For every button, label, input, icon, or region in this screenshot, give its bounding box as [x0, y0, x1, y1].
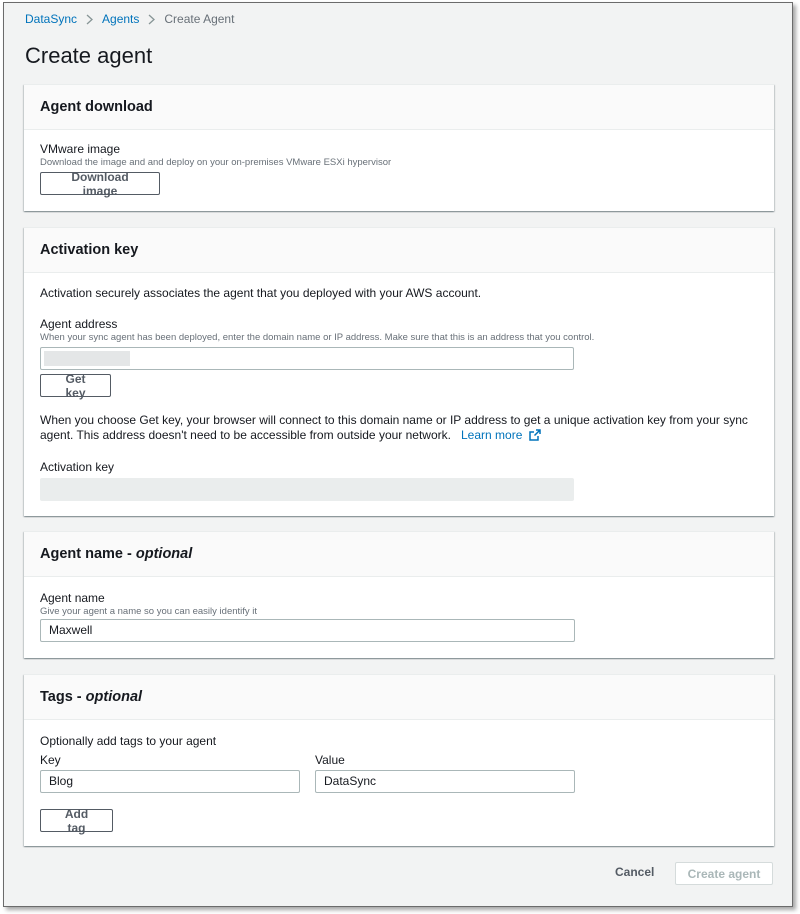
- vmware-image-description: Download the image and and deploy on your on-premises VMware ESXi hypervisor: [40, 157, 392, 168]
- tag-value-label: Value: [315, 753, 345, 767]
- get-key-button[interactable]: Get key: [40, 374, 111, 397]
- panel-header: [24, 532, 774, 577]
- optional-tag: optional: [135, 546, 193, 562]
- add-tag-button[interactable]: Add tag: [40, 809, 113, 832]
- panel-title: Agent name -: [40, 546, 136, 562]
- activation-intro: Activation securely associates the agent that you deployed with your AWS account.: [40, 286, 482, 300]
- tag-key-input[interactable]: Blog: [40, 770, 300, 793]
- tags-panel: [24, 674, 774, 846]
- cancel-button[interactable]: Cancel: [615, 865, 655, 879]
- get-key-note-text: When you choose Get key, your browser will connect to this domain name or IP address to get a unique activation key from your sync agent. This address doesn't need to be accessible from outside your network.: [40, 413, 748, 442]
- panel-header: [24, 675, 774, 720]
- page-title: Create agent: [25, 43, 153, 68]
- learn-more-label: Learn more: [461, 428, 523, 442]
- agent-download-panel: [24, 84, 774, 211]
- activation-key-field: [40, 478, 574, 501]
- get-key-note: [40, 413, 760, 445]
- page-frame: [3, 2, 793, 907]
- activation-key-panel: [24, 227, 774, 516]
- create-agent-button[interactable]: Create agent: [675, 862, 773, 885]
- tag-value-input[interactable]: DataSync: [315, 770, 575, 793]
- external-link-icon: [529, 429, 541, 445]
- agent-name-input[interactable]: Maxwell: [40, 619, 575, 642]
- panel-title: Tags -: [40, 689, 86, 705]
- breadcrumb: [25, 12, 234, 26]
- agent-name-label: Agent name: [40, 591, 105, 605]
- redacted-address-blur: [44, 351, 130, 366]
- panel-header: Agent download: [24, 85, 774, 130]
- agent-name-description: Give your agent a name so you can easily identify it: [40, 606, 258, 617]
- activation-key-label: Activation key: [40, 460, 115, 474]
- breadcrumb-current: Create Agent: [164, 12, 235, 26]
- learn-more-link[interactable]: [461, 428, 541, 442]
- chevron-right-icon: [148, 14, 155, 25]
- agent-address-label: Agent address: [40, 317, 118, 331]
- breadcrumb-agents[interactable]: Agents: [102, 12, 140, 26]
- breadcrumb-datasync[interactable]: DataSync: [25, 12, 78, 26]
- agent-address-description: When your sync agent has been deployed, enter the domain name or IP address. Make sure that this is an address that you control.: [40, 332, 595, 343]
- vmware-image-label: VMware image: [40, 142, 121, 156]
- agent-name-panel: [24, 531, 774, 658]
- tags-intro: Optionally add tags to your agent: [40, 734, 217, 748]
- chevron-right-icon: [86, 14, 93, 25]
- download-image-button[interactable]: Download image: [40, 172, 160, 195]
- optional-tag: optional: [85, 689, 143, 705]
- panel-header: Activation key: [24, 228, 774, 273]
- agent-address-input[interactable]: [40, 347, 574, 370]
- tag-key-label: Key: [40, 753, 61, 767]
